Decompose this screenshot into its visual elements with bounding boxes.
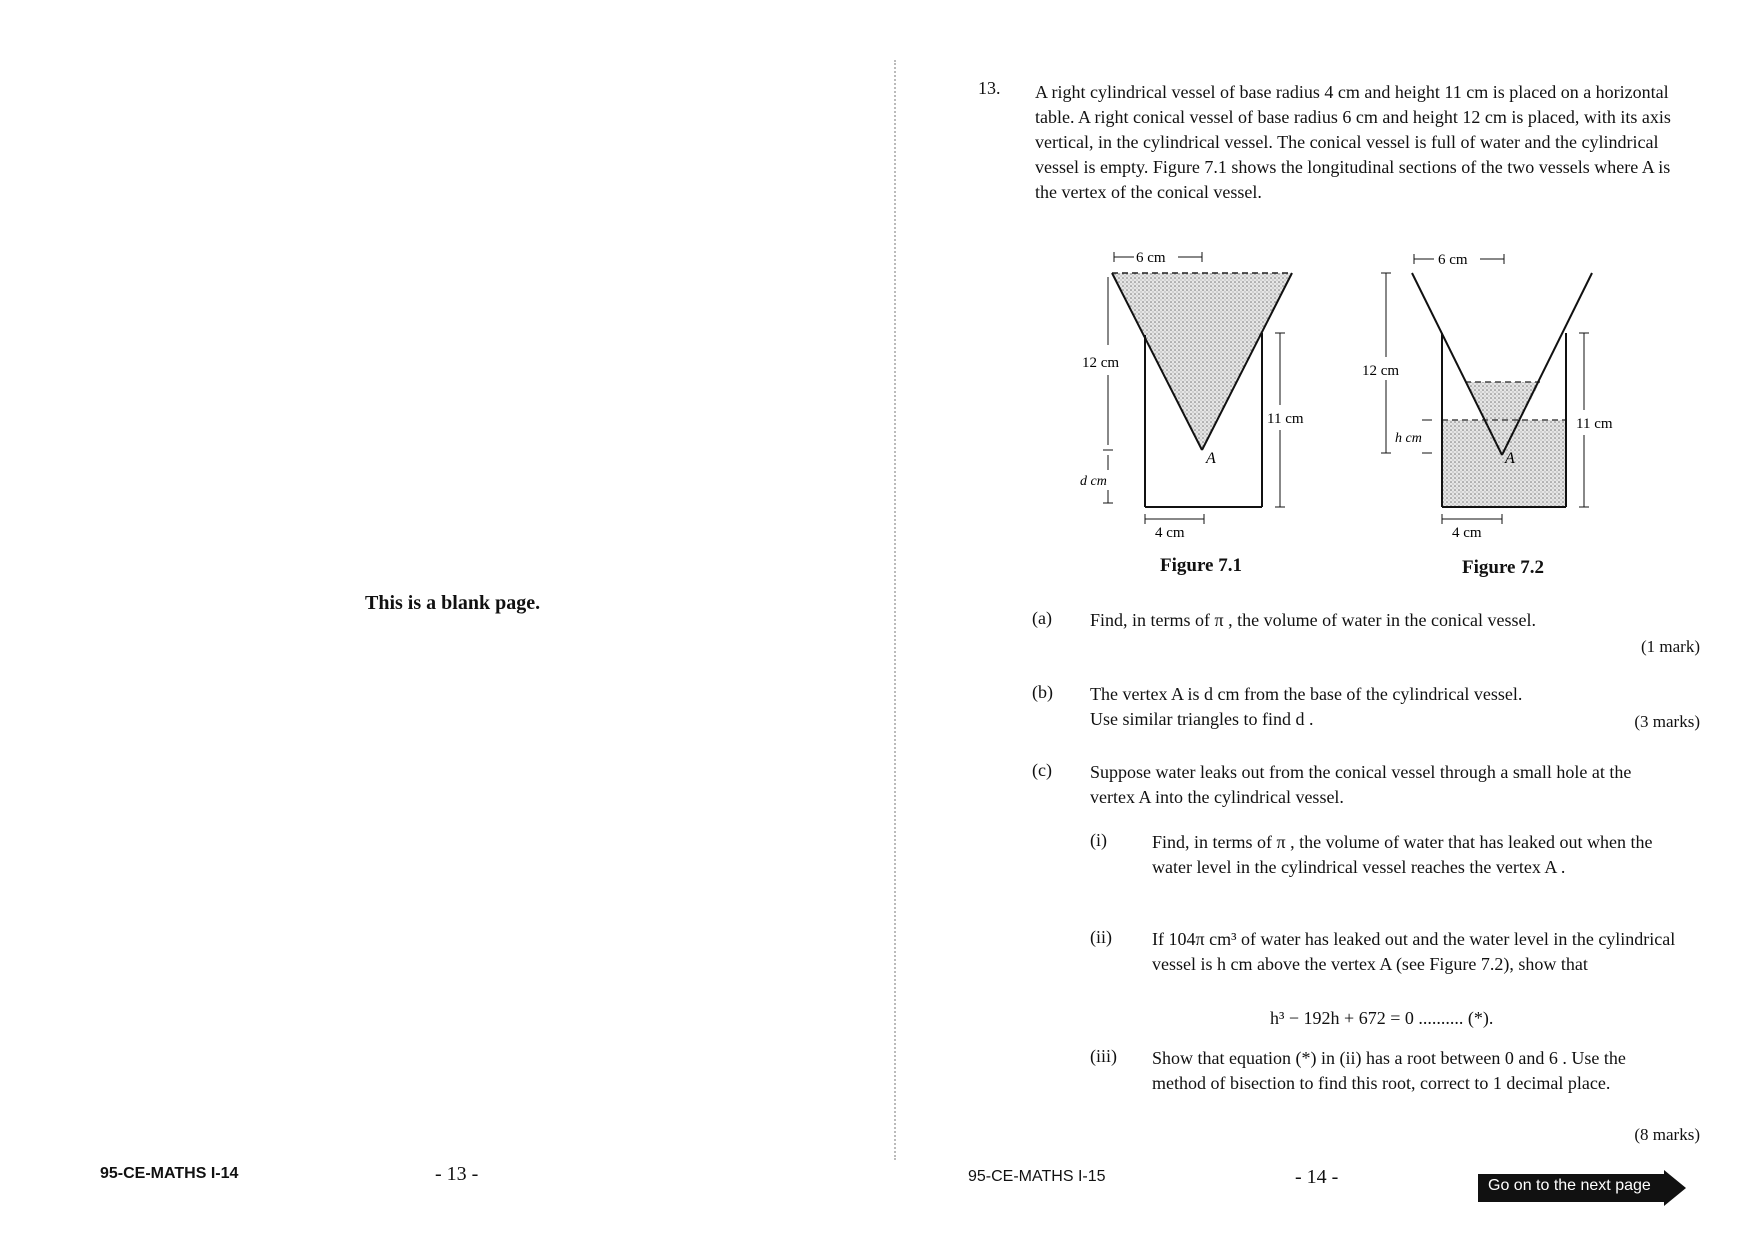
fig1-cone-height-label: 12 cm: [1082, 355, 1120, 371]
part-c-i-text: Find, in terms of π , the volume of water that has leaked out when the water level in the cylindrical vessel reaches the vertex A .: [1152, 832, 1653, 877]
part-c-ii-text: If 104π cm³ of water has leaked out and the water level in the cylindrical vessel is h cm above the vertex A (see Figure 7.2), show that: [1152, 929, 1676, 974]
blank-page-notice: This is a blank page.: [365, 592, 541, 614]
go-on-next-page-banner: [1478, 1170, 1686, 1206]
right-footer-code: 95-CE-MATHS I-15: [968, 1168, 1106, 1185]
next-page-label: Go on to the next page: [1488, 1177, 1651, 1194]
fig2-h-label: h cm: [1395, 431, 1422, 446]
fig2-top-width-label: 6 cm: [1438, 252, 1468, 268]
left-page-number: - 13 -: [435, 1163, 479, 1185]
left-footer-code: 95-CE-MATHS I-14: [100, 1165, 239, 1182]
question-number: 13.: [978, 78, 1001, 98]
part-c-iii-label: (iii): [1090, 1046, 1117, 1066]
figure-7-2-caption: Figure 7.2: [1462, 557, 1544, 578]
fig2-cyl-height-label: 11 cm: [1576, 416, 1613, 432]
part-c-i-label: (i): [1090, 830, 1107, 850]
figure-7-1-caption: Figure 7.1: [1160, 555, 1242, 576]
part-b-marks: (3 marks): [1634, 712, 1700, 731]
fig1-vertex-label: A: [1206, 450, 1216, 467]
part-a-text: Find, in terms of π , the volume of water in the conical vessel.: [1090, 610, 1536, 630]
equation-star: h³ − 192h + 672 = 0 .......... (*).: [1270, 1008, 1494, 1028]
part-a-marks: (1 mark): [1640, 637, 1700, 656]
part-c-label: (c): [1032, 760, 1052, 780]
right-page-number: - 14 -: [1295, 1166, 1339, 1188]
part-c-ii-label: (ii): [1090, 927, 1112, 947]
fig1-d-label: d cm: [1080, 474, 1107, 489]
part-b-text-line1: The vertex A is d cm from the base of the cylindrical vessel.: [1090, 684, 1523, 704]
fig1-base-width-label: 4 cm: [1155, 525, 1185, 541]
fig2-cone-height-label: 12 cm: [1362, 363, 1400, 379]
part-a-label: (a): [1032, 608, 1052, 628]
part-b-label: (b): [1032, 682, 1053, 702]
part-c-text: Suppose water leaks out from the conical vessel through a small hole at the vertex A into the cylindrical vessel.: [1090, 762, 1632, 807]
fig2-vertex-label: A: [1505, 450, 1515, 467]
page-fold-divider: [894, 60, 896, 1160]
figure-7-1-diagram: [1070, 245, 1330, 545]
part-b-text-line2: Use similar triangles to find d .: [1090, 709, 1314, 729]
part-c-iii-text: Show that equation (*) in (ii) has a root between 0 and 6 . Use the method of bisection to find this root, correct to 1 decimal place.: [1152, 1048, 1626, 1093]
fig1-cyl-height-label: 11 cm: [1267, 411, 1304, 427]
fig2-base-width-label: 4 cm: [1452, 525, 1482, 541]
question-intro: A right cylindrical vessel of base radius 4 cm and height 11 cm is placed on a horizontal table. A right conical vessel of base radius 6 cm and height 12 cm is placed, with its axis vertical, in the cylindrical vessel. The conical vessel is full of water and the cylindrical vessel is empty. Figure 7.1 shows the longitudinal sections of the two vessels where A is the vertex of the conical vessel.: [1035, 82, 1671, 202]
part-c-marks: (8 marks): [1634, 1125, 1700, 1144]
figure-7-2-diagram: [1350, 245, 1630, 545]
fig1-top-width-label: 6 cm: [1136, 250, 1166, 266]
